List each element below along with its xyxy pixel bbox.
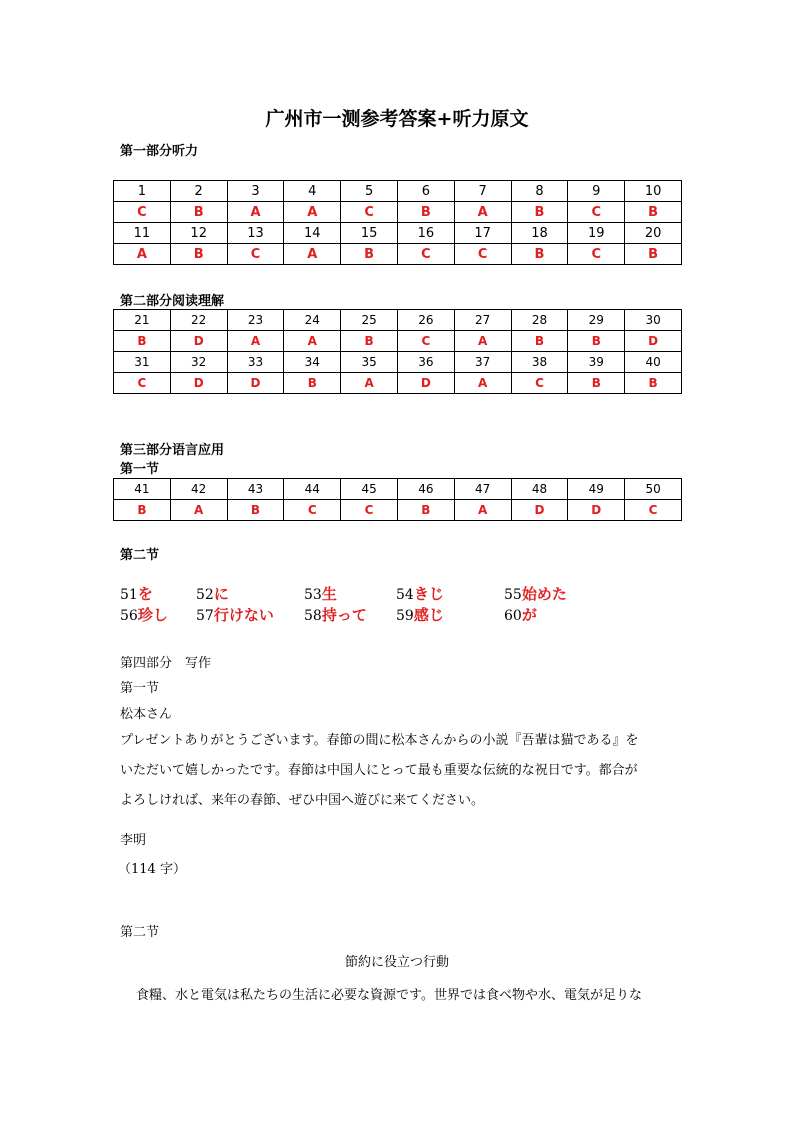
question-number-cell: 11 [114, 223, 171, 244]
answer-cell: D [625, 331, 682, 352]
letter-body [120, 726, 685, 816]
answer-cell: A [170, 500, 227, 521]
answer-cell: B [511, 202, 568, 223]
question-number-cell: 20 [625, 223, 682, 244]
question-number-cell: 41 [114, 479, 171, 500]
answer-cell: B [170, 202, 227, 223]
answer-cell: B [568, 331, 625, 352]
question-number-cell: 49 [568, 479, 625, 500]
fill-question-number: 57 [196, 608, 214, 624]
answer-cell: C [625, 500, 682, 521]
question-number-cell: 8 [511, 181, 568, 202]
question-number-cell: 40 [625, 352, 682, 373]
fill-answer-text: 生 [321, 585, 337, 603]
question-number-cell: 37 [454, 352, 511, 373]
answer-row [114, 500, 682, 521]
question-number-cell: 39 [568, 352, 625, 373]
fill-answer-item [120, 604, 168, 625]
part1-answer-table [113, 180, 682, 265]
fill-answer-text: 行けない [213, 606, 274, 624]
answer-cell: A [227, 202, 284, 223]
question-number-cell: 35 [341, 352, 398, 373]
question-number-cell: 4 [284, 181, 341, 202]
question-number-cell: 17 [454, 223, 511, 244]
question-number-cell: 28 [511, 310, 568, 331]
answer-cell: A [114, 244, 171, 265]
part4-heading: 第四部分 写作 [120, 656, 212, 671]
fill-answer-item [120, 583, 153, 604]
question-number-cell: 21 [114, 310, 171, 331]
answer-cell: C [568, 202, 625, 223]
answer-cell: D [170, 373, 227, 394]
fill-question-number: 56 [120, 608, 138, 624]
answer-cell: C [341, 202, 398, 223]
question-number-cell: 13 [227, 223, 284, 244]
fill-answer-text: 感じ [413, 606, 444, 624]
answer-cell: D [170, 331, 227, 352]
fill-question-number: 54 [396, 587, 414, 603]
question-number-cell: 27 [454, 310, 511, 331]
question-number-cell: 48 [511, 479, 568, 500]
question-number-cell: 23 [227, 310, 284, 331]
answer-cell: A [284, 244, 341, 265]
answer-cell: D [511, 500, 568, 521]
answer-cell: C [397, 331, 454, 352]
answer-row [114, 244, 682, 265]
answer-cell: B [341, 331, 398, 352]
letter-addressee: 松本さん [120, 707, 173, 722]
fill-answer-text: が [521, 606, 537, 624]
answer-cell: B [568, 373, 625, 394]
answer-row [114, 373, 682, 394]
answer-cell: B [114, 500, 171, 521]
question-number-row [114, 223, 682, 244]
fill-answer-item [196, 583, 229, 604]
fill-question-number: 58 [304, 608, 322, 624]
answer-cell: B [625, 373, 682, 394]
answer-cell: B [625, 244, 682, 265]
answer-cell: A [284, 202, 341, 223]
answer-cell: B [511, 244, 568, 265]
part3-section1-heading: 第一节 [120, 462, 160, 477]
question-number-row [114, 181, 682, 202]
question-number-cell: 29 [568, 310, 625, 331]
letter-line: よろしければ、来年の春節、ぜひ中国へ遊びに来てください。 [120, 793, 485, 808]
fill-question-number: 55 [504, 587, 522, 603]
answer-row [114, 202, 682, 223]
part2-answer-table [113, 309, 682, 394]
answer-cell: B [511, 331, 568, 352]
letter-line: プレゼントありがとうございます。春節の間に松本さんからの小説『吾輩は猫である』を [120, 733, 639, 748]
letter-signature: 李明 [120, 833, 147, 848]
question-number-cell: 32 [170, 352, 227, 373]
question-number-cell: 3 [227, 181, 284, 202]
part3-heading: 第三部分语言应用 [120, 443, 225, 458]
answer-cell: C [511, 373, 568, 394]
question-number-cell: 46 [397, 479, 454, 500]
fill-answer-item [304, 604, 367, 625]
question-number-cell: 38 [511, 352, 568, 373]
question-number-cell: 24 [284, 310, 341, 331]
question-number-cell: 2 [170, 181, 227, 202]
question-number-cell: 34 [284, 352, 341, 373]
fill-answer-item [396, 583, 444, 604]
question-number-cell: 31 [114, 352, 171, 373]
part3-answer-table [113, 478, 682, 521]
answer-cell: B [341, 244, 398, 265]
question-number-cell: 5 [341, 181, 398, 202]
question-number-cell: 10 [625, 181, 682, 202]
question-number-row [114, 352, 682, 373]
fill-answer-item [196, 604, 274, 625]
answer-cell: A [341, 373, 398, 394]
question-number-row [114, 310, 682, 331]
answer-cell: C [454, 244, 511, 265]
fill-answer-text: 始めた [521, 585, 567, 603]
question-number-cell: 1 [114, 181, 171, 202]
part3-section2-heading: 第二节 [120, 548, 160, 563]
answer-cell: B [397, 500, 454, 521]
question-number-cell: 9 [568, 181, 625, 202]
question-number-cell: 42 [170, 479, 227, 500]
answer-cell: D [568, 500, 625, 521]
answer-cell: B [227, 500, 284, 521]
question-number-cell: 22 [170, 310, 227, 331]
question-number-cell: 16 [397, 223, 454, 244]
essay-title: 節約に役立つ行動 [344, 955, 449, 970]
question-number-cell: 30 [625, 310, 682, 331]
answer-row [114, 331, 682, 352]
answer-cell: B [170, 244, 227, 265]
answer-cell: B [284, 373, 341, 394]
essay-first-line: 食糧、水と電気は私たちの生活に必要な資源です。世界では食べ物や水、電気が足りな [136, 988, 642, 1003]
fill-question-number: 60 [504, 608, 522, 624]
fill-answer-text: を [137, 585, 153, 603]
question-number-cell: 6 [397, 181, 454, 202]
part4-section2-heading: 第二节 [120, 925, 160, 940]
fill-answer-item [396, 604, 444, 625]
question-number-cell: 19 [568, 223, 625, 244]
question-number-cell: 33 [227, 352, 284, 373]
answer-cell: B [114, 331, 171, 352]
question-number-cell: 18 [511, 223, 568, 244]
question-number-cell: 14 [284, 223, 341, 244]
question-number-row [114, 479, 682, 500]
question-number-cell: 44 [284, 479, 341, 500]
question-number-cell: 45 [341, 479, 398, 500]
answer-cell: C [341, 500, 398, 521]
question-number-cell: 50 [625, 479, 682, 500]
char-count: （114 字） [118, 862, 186, 877]
answer-cell: A [284, 331, 341, 352]
answer-cell: A [454, 500, 511, 521]
fill-answer-text: 珍し [137, 606, 168, 624]
part4-section1-heading: 第一节 [120, 681, 160, 696]
fill-answer-item [304, 583, 337, 604]
fill-question-number: 51 [120, 587, 138, 603]
answer-cell: A [454, 202, 511, 223]
answer-cell: A [454, 373, 511, 394]
question-number-cell: 15 [341, 223, 398, 244]
answer-cell: A [227, 331, 284, 352]
question-number-cell: 25 [341, 310, 398, 331]
answer-cell: A [454, 331, 511, 352]
fill-answer-text: きじ [413, 585, 444, 603]
letter-line: いただいて嬉しかったです。春節は中国人にとって最も重要な伝統的な祝日です。都合が [120, 763, 638, 778]
fill-answer-text: に [213, 585, 229, 603]
question-number-cell: 43 [227, 479, 284, 500]
answer-cell: C [568, 244, 625, 265]
question-number-cell: 26 [397, 310, 454, 331]
answer-cell: C [227, 244, 284, 265]
fill-question-number: 52 [196, 587, 214, 603]
answer-cell: B [397, 202, 454, 223]
page-title: 广州市一测参考答案+听力原文 [265, 108, 529, 130]
part2-heading: 第二部分阅读理解 [120, 294, 225, 309]
answer-cell: C [284, 500, 341, 521]
answer-cell: C [114, 202, 171, 223]
question-number-cell: 47 [454, 479, 511, 500]
fill-answer-text: 持って [321, 606, 367, 624]
answer-cell: B [625, 202, 682, 223]
question-number-cell: 12 [170, 223, 227, 244]
fill-answer-item [504, 604, 537, 625]
question-number-cell: 7 [454, 181, 511, 202]
question-number-cell: 36 [397, 352, 454, 373]
answer-cell: D [397, 373, 454, 394]
fill-question-number: 59 [396, 608, 414, 624]
answer-cell: C [397, 244, 454, 265]
fill-answer-item [504, 583, 567, 604]
part1-heading: 第一部分听力 [120, 144, 199, 159]
fill-question-number: 53 [304, 587, 322, 603]
answer-cell: D [227, 373, 284, 394]
answer-cell: C [114, 373, 171, 394]
